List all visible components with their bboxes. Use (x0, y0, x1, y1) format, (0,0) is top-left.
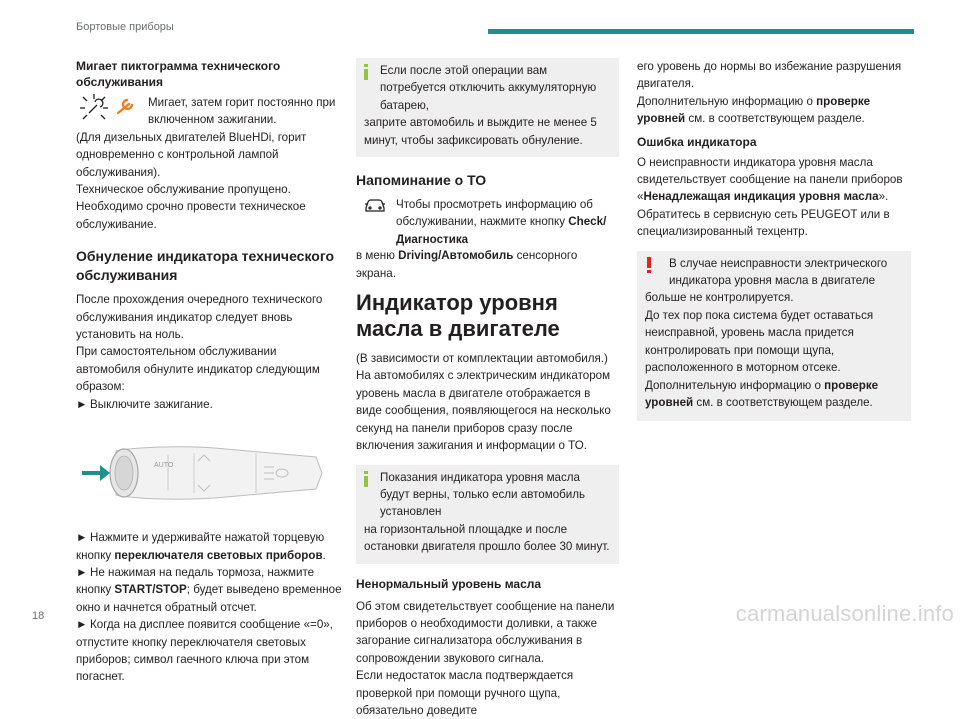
reminder-row: Чтобы просмотреть информацию об обслуживании, нажмите кнопку Check/ Диагностика (356, 196, 619, 248)
lighting-stalk-figure (76, 423, 342, 523)
oil-text: На автомобилях с электрическим индикатором уровень масла в двигателе отображается в виде сообщения, появляющегося на несколько секунд на панели приборов сразу после включения зажигания и информации о ТО. (356, 369, 611, 453)
warning-marker-icon (647, 257, 651, 273)
heading-fault: Ошибка индикатора (637, 134, 757, 149)
blink-service-icon (80, 94, 140, 125)
heading-reminder: Напоминание о ТО (356, 172, 487, 189)
after-service-text: После прохождения очередного технического обслуживания индикатор следует вновь установить на ноль. (76, 293, 323, 342)
cont-text: его уровень до нормы во избежание разрушения двигателя. (637, 60, 902, 91)
manual-text: Если недостаток масла подтверждается проверкой при помощи ручного щупа, обязательно доведите (356, 669, 574, 717)
car-service-icon (364, 198, 386, 219)
bullet-arrow-icon: ► (76, 565, 88, 579)
info-marker-icon (364, 64, 368, 80)
watermark: carmanualsonline.info (735, 601, 954, 626)
step-2: ► Нажмите и удерживайте нажатой торцевую кнопку переключателя световых приборов. (76, 531, 326, 562)
warning-note-oil: В случае неисправности электрического индикатора уровня масла в двигателе больше не контролируется. До тех пор пока система будет оставаться неисправной, уровень масла придется контролировать при помощи щупа, расположенного в моторном отсеке. Дополнительную информацию о проверке уровней см. в соответствующем разделе. (637, 251, 911, 422)
blink-text: Мигает, затем горит постоянно при включенном зажигании. (148, 96, 336, 127)
column-3 (637, 58, 911, 421)
heading-blinking-icon: Мигает пиктограмма технического обслуживания (76, 59, 281, 89)
bullet-arrow-icon: ► (76, 531, 88, 545)
contact-text: Обратитесь в сервисную сеть PEUGEOT или в специализированный техцентр. (637, 207, 890, 239)
column-1 (76, 58, 342, 686)
reminder-cont: в меню Driving/Автомобиль сенсорного экрана. (356, 249, 578, 280)
heading-abnormal: Ненормальный уровень масла (356, 576, 542, 591)
missed-text: Техническое обслуживание пропущено. (76, 183, 291, 197)
abnormal-text: Об этом свидетельствует сообщение на панели приборов о необходимости доливки, а также загорание сигнализатора обслуживания в сопровождении звукового сигнала. (356, 599, 615, 665)
column-2 (356, 58, 619, 719)
blink-row (76, 94, 342, 129)
info-marker-icon (364, 471, 368, 487)
header-accent-bar (488, 29, 914, 34)
step-3: ► Не нажимая на педаль тормоза, нажмите кнопку START/STOP; будет выведено временное окно и начнется обратный отсчет. (76, 565, 342, 614)
heading-reset: Обнуление индикатора технического обслуживания (76, 248, 335, 284)
info-note-oil: Показания индикатора уровня масла будут верны, только если автомобиль установлен на горизонтальной площадке и после остановки двигателя прошло более 30 минут. (356, 465, 619, 564)
heading-oil-indicator: Индикатор уровня масла в двигателе (356, 290, 560, 342)
info-note-battery: Если после этой операции вам потребуется отключить аккумуляторную батарею, заприте автомобиль и выждите не менее 5 минут, чтобы зафиксировать обнуление. (356, 58, 619, 157)
fault-text: О неисправности индикатора уровня масла свидетельствует сообщение на панели приборов «Ненадлежащая индикация уровня масла». (637, 155, 903, 204)
section-title: Бортовые приборы (76, 21, 174, 33)
step-1: ► Выключите зажигание. (76, 396, 342, 413)
equip-text: (В зависимости от комплектации автомобиля.) (356, 352, 608, 366)
step-4: ► Когда на дисплее появится сообщение «=0», отпустите кнопку переключателя световых приборов; символ гаечного ключа при этом погаснет. (76, 618, 333, 684)
page-number: 18 (32, 610, 45, 622)
auto-label: AUTO (154, 462, 174, 470)
diesel-note: (Для дизельных двигателей BlueHDi, горит одновременно с контрольной лампой обслуживания). (76, 130, 307, 179)
self-service-text: При самостоятельном обслуживании автомобиля обнулите индикатор следующим образом: (76, 345, 320, 394)
urgent-text: Необходимо срочно провести техническое обслуживание. (76, 200, 306, 231)
bullet-arrow-icon: ► (76, 397, 88, 411)
wrench-icon (118, 100, 132, 113)
bullet-arrow-icon: ► (76, 618, 88, 632)
more-info-text: Дополнительную информацию о проверке уровней см. в соответствующем разделе. (637, 94, 871, 126)
